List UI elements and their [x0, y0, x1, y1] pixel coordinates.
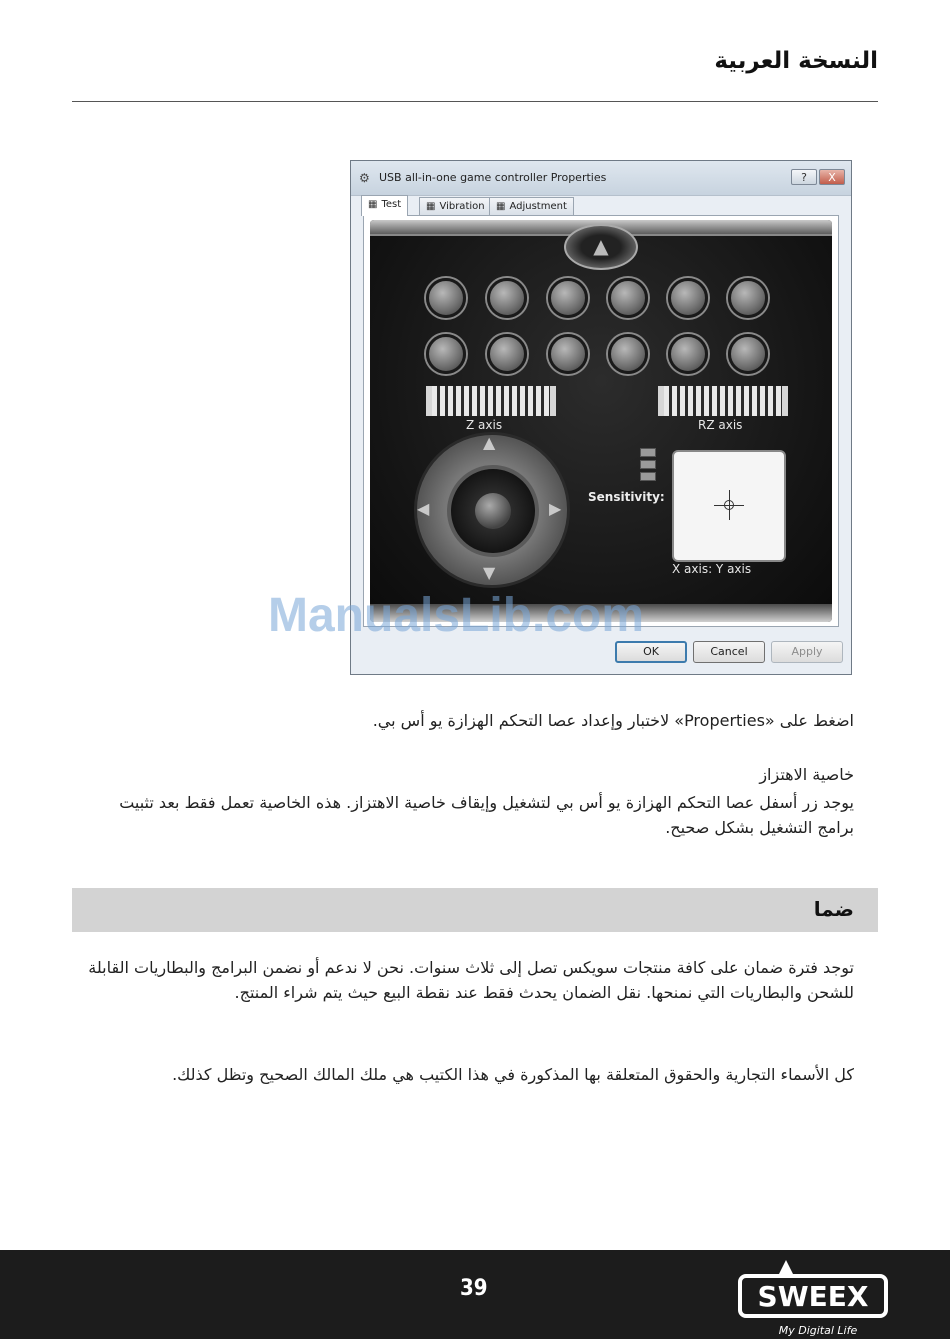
- dialog-titlebar: [351, 161, 851, 196]
- z-axis-bar: [426, 386, 556, 416]
- tab-vibration-icon: ▦: [426, 201, 436, 212]
- xy-axis-pad: [672, 450, 786, 562]
- close-button[interactable]: X: [819, 169, 845, 185]
- tab-vibration[interactable]: [419, 197, 492, 215]
- page-number: 39: [460, 1276, 488, 1301]
- button-indicator: [668, 334, 708, 374]
- controller-test-scene: [370, 220, 832, 622]
- page-footer: [0, 1250, 950, 1339]
- tab-adjustment-icon: ▦: [496, 201, 506, 212]
- button-indicator: [487, 278, 527, 318]
- vibration-heading: خاصية الاهتزاز: [759, 765, 854, 784]
- ok-button[interactable]: OK: [615, 641, 687, 663]
- rz-axis-bar: [658, 386, 788, 416]
- sweex-logo: [738, 1258, 888, 1338]
- button-indicator: [608, 278, 648, 318]
- tab-test[interactable]: [361, 195, 408, 216]
- tab-test-label: Test: [381, 199, 402, 210]
- tab-adjustment-label: Adjustment: [509, 201, 567, 212]
- brand-name: SWEEX: [757, 1280, 869, 1313]
- button-indicator: [668, 278, 708, 318]
- sensitivity-level-led: [640, 460, 656, 469]
- wizard-logo-icon: ▲: [564, 224, 638, 270]
- rz-axis-meter: [658, 386, 788, 416]
- joystick-knob: [475, 493, 511, 529]
- button-indicator: [548, 278, 588, 318]
- tab-adjustment[interactable]: [489, 197, 574, 215]
- sensitivity-level-led: [640, 472, 656, 481]
- button-indicator: [426, 278, 466, 318]
- instruction-text: اضغط على «Properties» لاختبار وإعداد عصا التحكم الهزازة يو أس بي.: [372, 711, 854, 730]
- tab-vibration-label: Vibration: [439, 201, 485, 212]
- button-indicator: [728, 334, 768, 374]
- tab-test-icon: ▦: [368, 199, 378, 210]
- button-indicator: [728, 278, 768, 318]
- arrow-right-icon: ▶: [549, 499, 562, 518]
- sensitivity-level-led: [640, 448, 656, 457]
- trademark-text: كل الأسماء التجارية والحقوق المتعلقة بها المذكورة في هذا الكتيب هي ملك المالك الصحيح وتظل كذلك.: [172, 1065, 854, 1084]
- vibration-text: يوجد زر أسفل عصا التحكم الهزازة يو أس بي لتشغيل وإيقاف خاصية الاهتزاز. هذه الخاصية تعمل فقط بعد تثبيت برامج التشغيل بشكل صحيح.: [119, 793, 854, 837]
- joystick-well: [447, 465, 539, 557]
- sensitivity-label: Sensitivity:: [588, 490, 665, 504]
- xy-axis-label: X axis: Y axis: [672, 562, 752, 576]
- button-indicator: [426, 334, 466, 374]
- cancel-button[interactable]: Cancel: [693, 641, 765, 663]
- button-indicator: [548, 334, 588, 374]
- button-indicator: [487, 334, 527, 374]
- arrow-down-icon: ▼: [483, 563, 496, 582]
- brand-tagline: My Digital Life: [778, 1324, 858, 1337]
- arrow-up-icon: ▲: [483, 433, 496, 452]
- warranty-text: توجد فترة ضمان على كافة منتجات سويكس تصل إلى ثلاث سنوات. نحن لا ندعم أو نضمن البرامج والبطاريات القابلة للشحن والبطاريات التي نمنحها. نقل الضمان يحدث فقط عند نقطة البيع حيث يتم شراء المنتج.: [88, 958, 854, 1002]
- help-button[interactable]: ?: [791, 169, 817, 185]
- z-axis-meter: [426, 386, 556, 416]
- gamepad-icon: ⚙: [359, 171, 370, 185]
- z-axis-label: Z axis: [466, 418, 503, 432]
- button-indicator: [608, 334, 648, 374]
- rz-axis-label: RZ axis: [698, 418, 743, 432]
- header-divider: [72, 101, 878, 102]
- warranty-section-bar: [72, 888, 878, 932]
- apply-button[interactable]: Apply: [771, 641, 843, 663]
- arrow-left-icon: ◀: [417, 499, 430, 518]
- page-title: النسخة العربية: [714, 48, 878, 74]
- crosshair-icon: [724, 500, 734, 510]
- watermark: ManualsLib.com: [268, 589, 645, 642]
- dialog-title: USB all-in-one game controller Properties: [379, 171, 607, 184]
- warranty-title: ضما: [813, 897, 854, 921]
- test-panel: [363, 215, 839, 627]
- pov-hat-dial: [414, 432, 570, 588]
